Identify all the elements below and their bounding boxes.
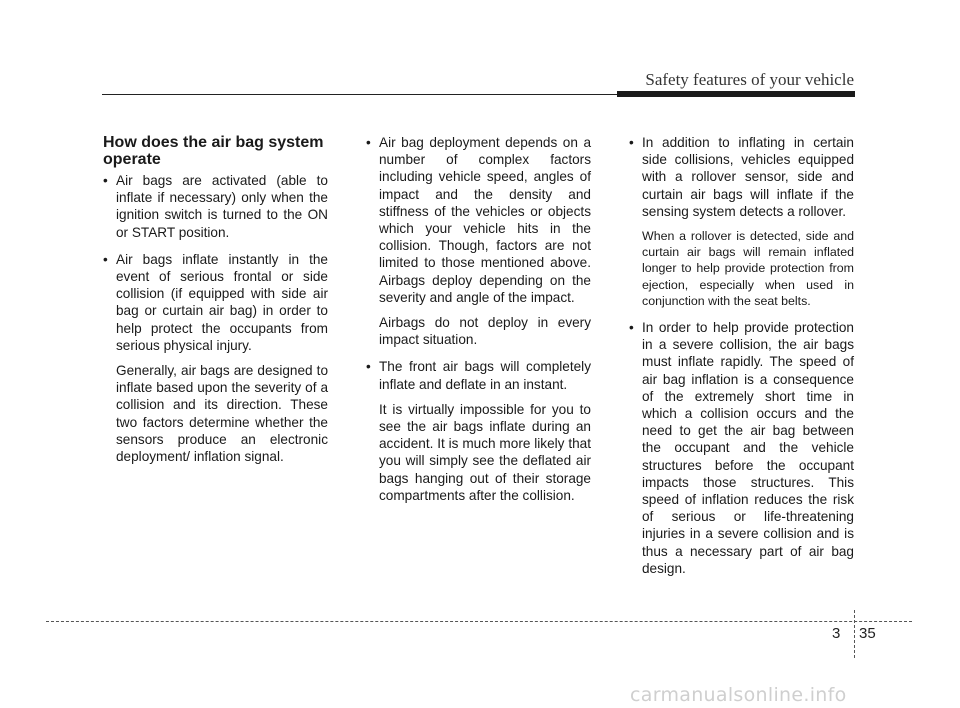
watermark: carmanualsonline.info [630,684,847,706]
bullet-body [379,134,591,348]
bullet-item [366,134,591,348]
bullet-body [642,319,854,577]
paragraph: In order to help provide protection in a severe collision, the air bags must inflate rapidly. The speed of air bag inflation is a consequence of the extremely short time in which a collision occurs and the need to get the air bag between the occupant and the vehicle structures before the occupant impacts those structures. This speed of inflation reduces the risk of serious or life-threatening injuries in a severe collision and is thus a necessary part of air bag design. [642,320,854,576]
paragraph: Air bag deployment depends on a number of complex factors including vehicle speed, angles of impact and the density and stiffness of the vehicles or objects which your vehicle hits in the collision. Though, factors are not limited to those mentioned above. Airbags deploy depending on the severity and angle of the impact. [379,135,591,305]
paragraph: Airbags do not deploy in every impact situation. [379,315,591,348]
text-column-2 [366,134,591,514]
text-column-3 [629,134,854,587]
text-column-1 [103,134,328,475]
paragraph: The front air bags will completely inflate and deflate in an instant. [379,359,591,392]
bullet-item [629,134,854,309]
footer-divider [854,610,855,658]
bullet-dot: • [366,135,371,150]
bullet-dot: • [629,135,634,150]
bullet-item [103,251,328,465]
bullet-item [629,319,854,577]
header-rule-accent [617,91,855,97]
paragraph: Generally, air bags are designed to inflate based upon the severity of a collision and its direction. These two factors determine whether the sensors produce an electronic deployment/ inflation signal. [116,363,328,465]
bullet-dot: • [103,173,108,188]
chapter-number: 3 [832,625,841,642]
bullet-body [116,251,328,465]
bullet-dot: • [629,320,634,336]
paragraph: In addition to inflating in certain side collisions, vehicles equipped with a rollover sensor, side and curtain air bags will inflate if the sensing system detects a rollover. [642,135,854,219]
bullet-body [379,358,591,504]
page-number: 35 [859,625,876,642]
paragraph: It is virtually impossible for you to see the air bags inflate during an accident. It is much more likely that you will simply see the deflated air bags hanging out of their storage compartments after the collision. [379,401,591,503]
bullet-item [103,172,328,241]
paragraph: Air bags inflate instantly in the event of serious frontal or side collision (if equipped with side air bag or curtain air bag) in order to help protect the occupants from serious physical injury. [116,251,328,353]
bullet-body [116,172,328,241]
note-paragraph: When a rollover is detected, side and curtain air bags will remain inflated longer to help provide protection from ejection, especially when used in conjunction with the seat belts. [642,229,854,308]
page-header-title: Safety features of your vehicle [645,70,854,89]
section-heading: How does the air bag system operate [103,134,324,168]
bullet-body [642,134,854,309]
bullet-dot: • [103,251,108,267]
bullet-dot: • [366,359,371,375]
bullet-item [366,358,591,504]
paragraph: Air bags are activated (able to inflate if necessary) only when the ignition switch is turned to the ON or START position. [116,173,328,240]
footer-rule [46,621,912,622]
